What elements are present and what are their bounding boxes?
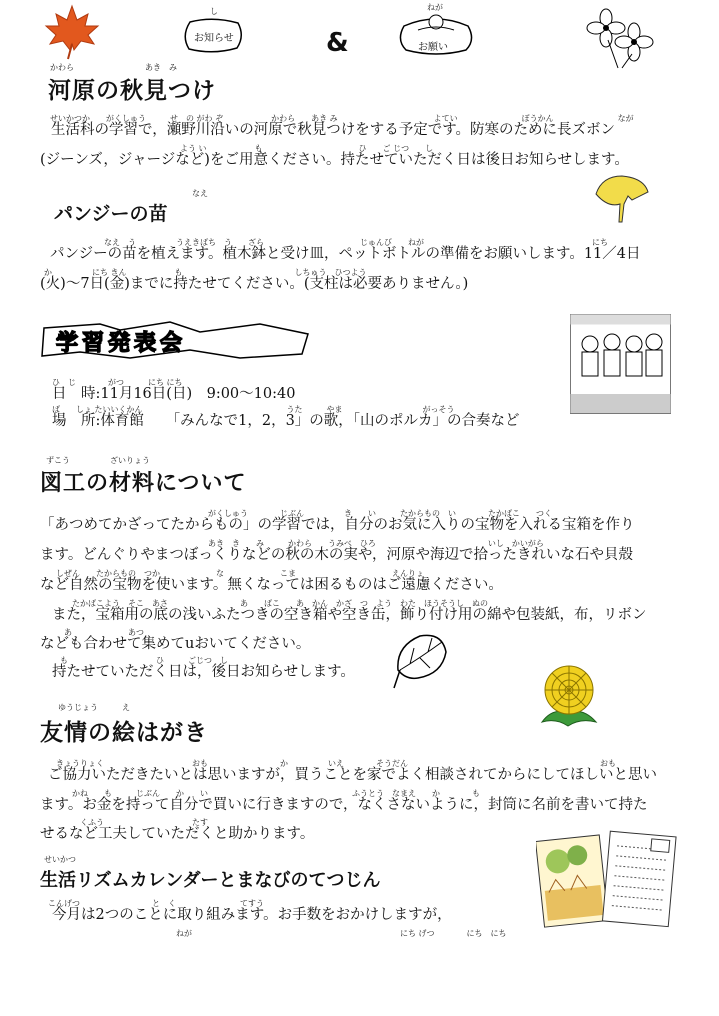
- s5-line1: ご協力いただきたいとは思いますが，買うことを家でよく相談されてからにしてほしいと思い: [48, 767, 657, 783]
- s5-line3: せるなど工夫していただくと助かります。: [40, 826, 315, 842]
- s4-ruby-line5: あ あつ: [40, 628, 144, 637]
- notice-label: お知らせ: [194, 33, 234, 44]
- s4-title: 図工の材料について: [40, 471, 247, 496]
- s4-ruby-line3: しぜん たからもの つか な こま えんりょ: [40, 569, 424, 578]
- s5-ruby-line2: かね も じぶん か い ふうとう なまえ か も: [40, 789, 480, 798]
- s4-ruby-line1: がくしゅう じぶん き い たからもの い たかばこ つく: [40, 509, 552, 518]
- s5-title: 友情の絵はがき: [40, 720, 208, 746]
- s4-line2: ます。どんぐりやまつぼっくりなどの秋の木の実や，河原や海辺で拾ったきれいな石や貝殻: [40, 547, 634, 563]
- s1-title-ruby-2: あき み: [145, 63, 177, 72]
- s1-line1: 生活科の学習で，瀬野川沿いの河原で秋見つけをする予定です。防寒のために長ズボン: [51, 122, 616, 138]
- s4-line6: 持たせていただく日は，後日お知らせします。: [52, 664, 355, 680]
- s5-ruby-line1: きょうりょく おも か いえ そうだん おも: [48, 759, 616, 768]
- s2-title: パンジーの苗: [54, 203, 168, 225]
- s1-title: 河原の秋見つけ: [48, 78, 216, 104]
- ampersand: &: [326, 28, 349, 58]
- s2-title-ruby: なえ: [192, 189, 208, 198]
- choir-illustration: [570, 314, 671, 414]
- s3-ruby-line2: ば しょ たいいくかん うた やま がっそう: [52, 405, 455, 414]
- postcards-illustration: [536, 828, 680, 932]
- s3-ruby-line1: ひ じ がつ にち にち: [52, 378, 183, 387]
- s5-ruby-line3: くふう たす: [40, 818, 208, 827]
- s2-line2: (火)〜7日(金)までに持たせてください。(支柱は必要ありません。): [40, 276, 469, 292]
- s6-ruby-line2: ねが にち げつ にち にち: [176, 929, 507, 938]
- s4-line4: また，宝箱用の底の浅いふたつきの空き箱や空き缶，飾り付け用の綿や包装紙，布，リボン: [52, 607, 647, 623]
- s1-ruby-line2: よう い も ひ ご じつ し: [44, 144, 434, 153]
- s6-title-ruby: せいかつ: [44, 855, 76, 864]
- s6-ruby-line1: こんげつ と く てすう: [48, 899, 264, 908]
- s2-ruby-line1: なえ う うえきばち う ざら じゅんび ねが にち: [48, 238, 608, 247]
- s4-line1: 「あつめてかざってたからもの」の学習では，自分のお気に入りの宝物を入れる宝箱を作り: [40, 517, 635, 533]
- maple-leaf-icon: [44, 4, 100, 60]
- s3-line2: 場 所:体育館 「みんなで1，2，3」の歌，「山のポルカ」の合奏など: [52, 413, 520, 429]
- s4-ruby-line6: も ひ ごじつ し: [52, 656, 228, 665]
- s1-title-ruby: かわら: [50, 63, 74, 72]
- presentation-banner: [40, 320, 310, 360]
- notice-bubble: [182, 18, 244, 54]
- s5-line2: ます。お金を持って自分で買いに行きますので，なくさないように，封筒に名前を書いて持た: [40, 797, 648, 813]
- cosmos-flower-icon: [582, 6, 658, 70]
- s5-title-ruby: ゆうじょう え: [58, 703, 130, 712]
- chrysanthemum-icon: [532, 660, 606, 728]
- s4-line5: なども合わせて集めてuおいてください。: [40, 636, 311, 652]
- request-bubble: [398, 12, 474, 56]
- s1-ruby-line1: せいかつか がくしゅう せ の がわ ぞ かわら あき み よてい ぼうかん なが: [50, 114, 634, 123]
- dry-leaf-icon: [392, 630, 450, 690]
- s4-ruby-line2: あき き み かわら うみべ ひろ いし かいがら: [40, 539, 544, 548]
- s4-title-ruby: ずこう ざいりょう: [46, 456, 150, 465]
- s6-line1: 今月は2つのことに取り組みます。お手数をおかけしますが，: [52, 907, 452, 923]
- banner-text: 学習発表会: [56, 331, 187, 356]
- s3-line1: 日 時:11月16日(日) 9:00〜10:40: [52, 386, 296, 402]
- s4-ruby-line4: たかばこよう そこ あさ あ ばこ あ かん かざ つ よう わた ほうそうし ぬの: [40, 599, 488, 608]
- s6-title: 生活リズムカレンダーとまなびのてつじん: [40, 870, 381, 891]
- notice-ruby: し: [210, 7, 218, 16]
- request-label: お願い: [418, 42, 448, 53]
- s2-ruby-line2: か にち きん も しちゅう ひつよう: [44, 268, 367, 277]
- ginkgo-leaf-icon: [592, 174, 650, 224]
- request-ruby: ねが: [427, 3, 443, 12]
- s1-line2: (ジーンズ，ジャージなど)をご用意ください。持たせていただく日は後日お知らせします。: [40, 152, 629, 168]
- s2-line1: パンジーの苗を植えます。植木鉢と受け皿，ペットボトルの準備をお願いします。11／4日: [50, 246, 641, 262]
- s4-line3: など自然の宝物を使います。無くなっては困るものはご遠慮ください。: [40, 577, 503, 593]
